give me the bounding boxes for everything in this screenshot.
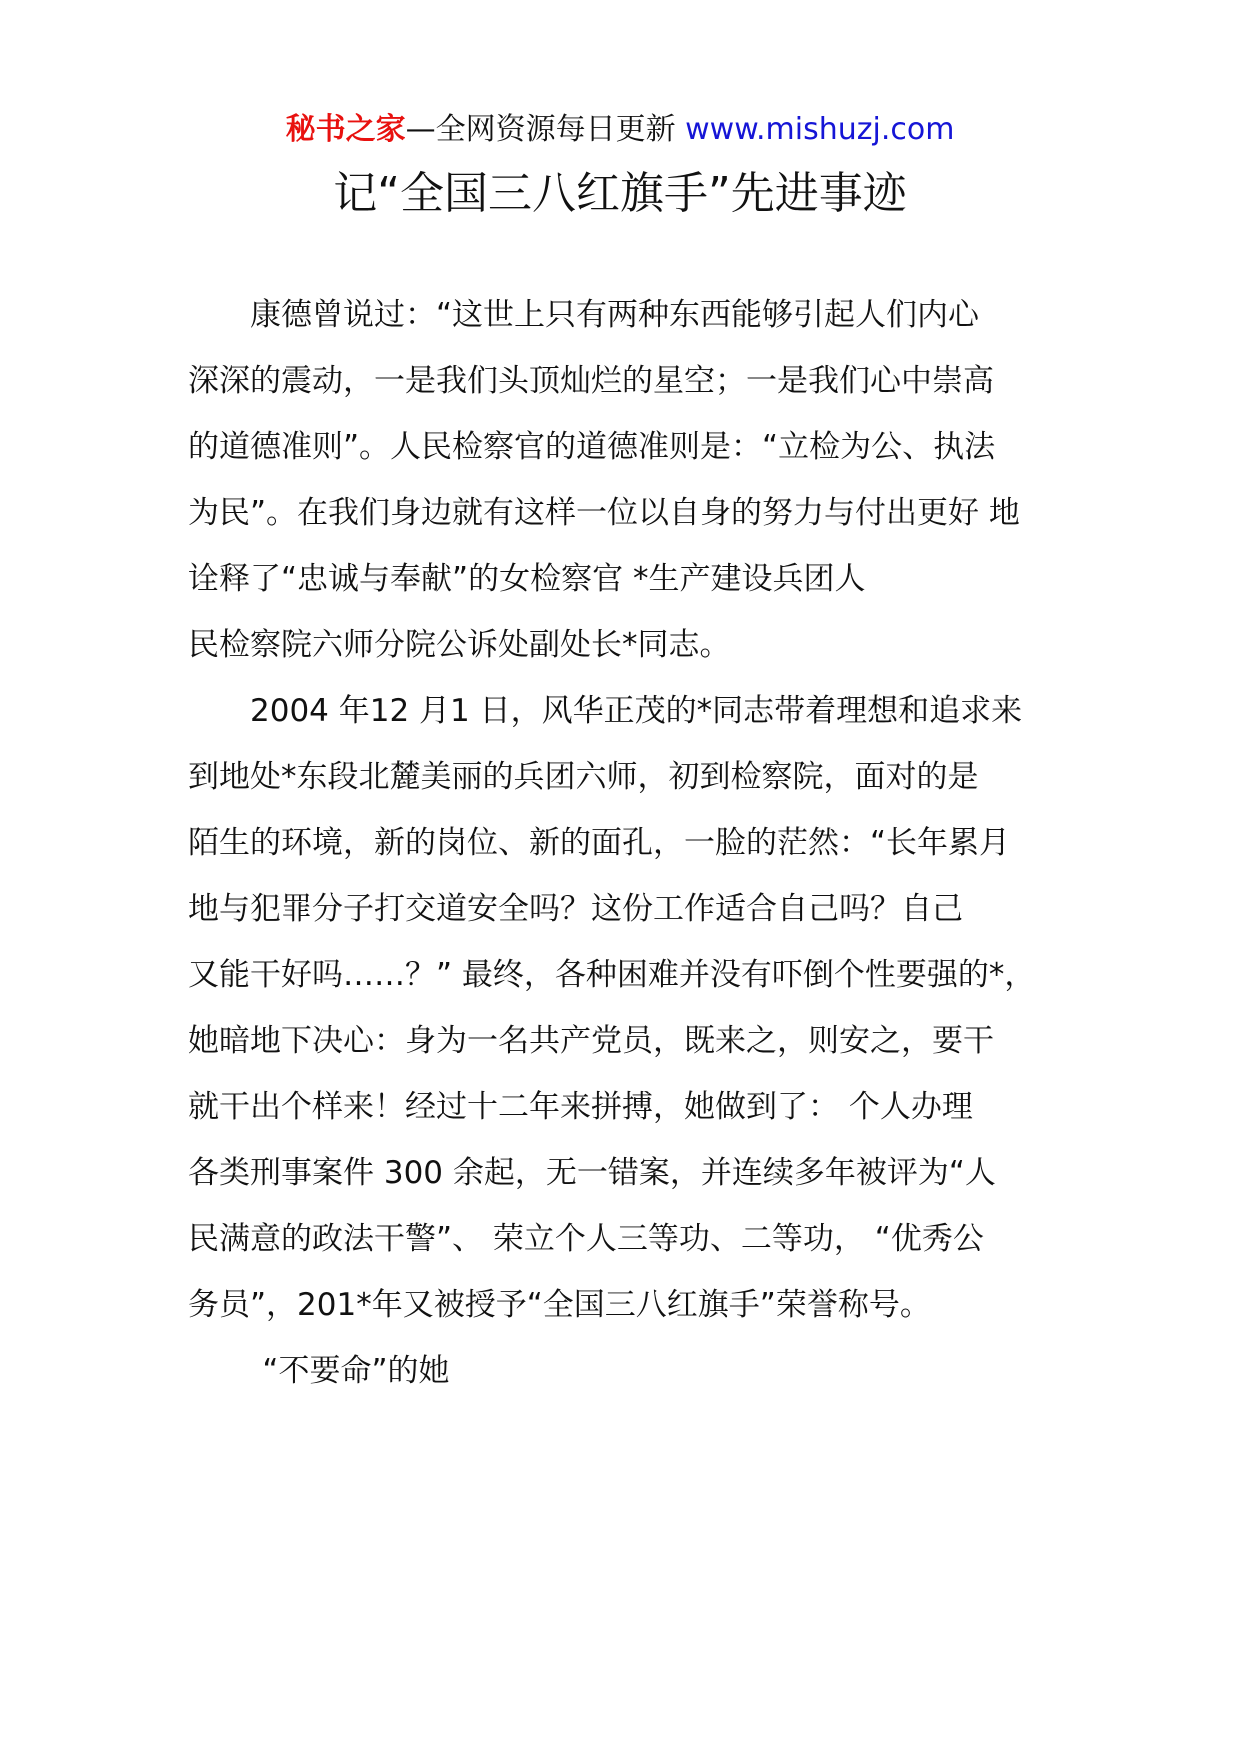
body-line: 就干出个样来！经过十二年来拼搏，她做到了： 个人办理 [188,1089,973,1125]
body-line: 为民”。在我们身边就有这样一位以自身的努力与付出更好 地 [188,495,1020,531]
body-line: 康德曾说过：“这世上只有两种东西能够引起人们内心 [250,297,980,333]
site-header [0,108,1240,152]
body-line: 地与犯罪分子打交道安全吗？这份工作适合自己吗？自己 [188,891,963,927]
site-brand: 秘书之家 [285,112,406,147]
body-line: “不要命”的她 [262,1353,450,1389]
body-line: 深深的震动，一是我们头顶灿烂的星空；一是我们心中崇高 [188,363,994,399]
body-line: 陌生的环境，新的岗位、新的面孔，一脸的茫然：“长年累月 [188,825,1011,861]
body-line: 又能干好吗……？” 最终，各种困难并没有吓倒个性要强的*， [188,957,1036,993]
document-title: 记“全国三八红旗手”先进事迹 [333,168,907,219]
body-line: 的道德准则”。人民检察官的道德准则是：“立检为公、执法 [188,429,996,465]
body-line: 诠释了“忠诚与奉献”的女检察官 *生产建设兵团人 [188,561,866,597]
body-line: 务员”，201*年又被授予“全国三八红旗手”荣誉称号。 [188,1287,931,1323]
document-body [188,282,1080,1404]
body-line: 民检察院六师分院公诉处副处长*同志。 [188,627,731,663]
body-line: 2004 年12 月1 日，风华正茂的*同志带着理想和追求来 [250,693,1023,729]
body-line: 到地处*东段北麓美丽的兵团六师，初到检察院，面对的是 [188,759,979,795]
body-line: 民满意的政法干警”、 荣立个人三等功、二等功， “优秀公 [188,1221,984,1257]
site-tagline: —全网资源每日更新 [405,112,686,147]
body-line: 她暗地下决心：身为一名共产党员，既来之，则安之，要干 [188,1023,994,1059]
body-line: 各类刑事案件 300 余起，无一错案，并连续多年被评为“人 [188,1155,996,1191]
site-url: www.mishuzj.com [685,112,955,147]
